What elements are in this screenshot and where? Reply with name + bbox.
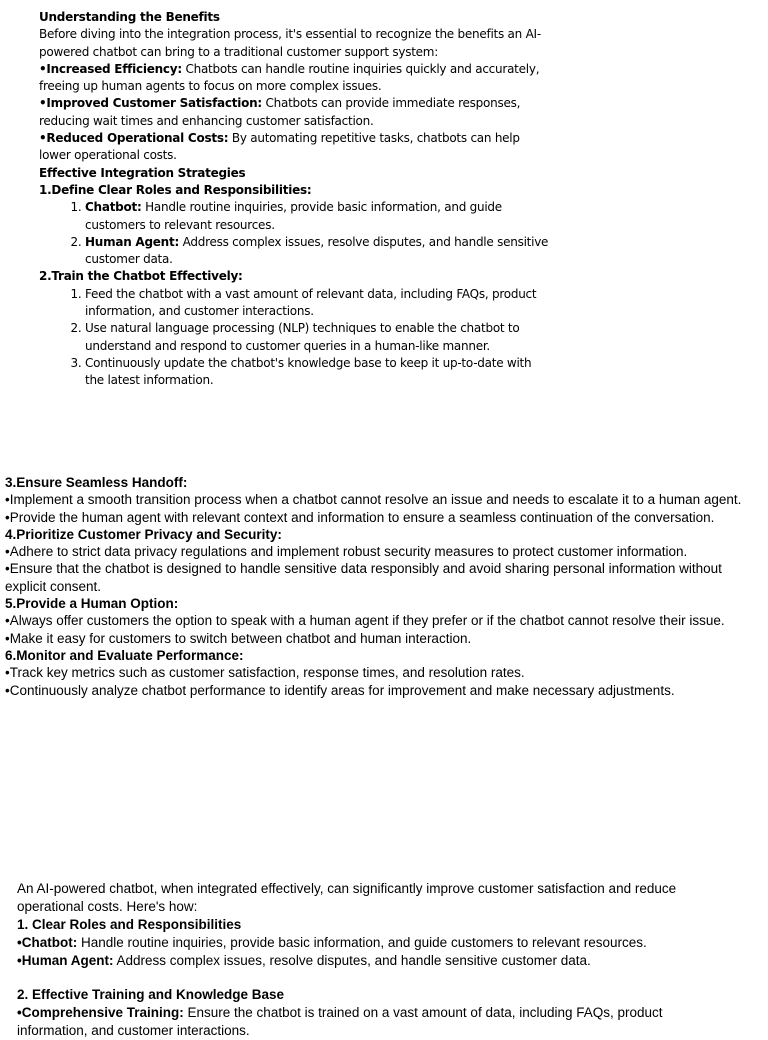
define-roles-list: [39, 199, 549, 268]
list-item: [17, 934, 717, 952]
role-text: Handle routine inquiries, provide basic information, and guide customers to relevant resources.: [77, 935, 647, 950]
list-item: 3. Continuously update the chatbot's knowledge base to keep it up-to-date with the latest information.: [85, 355, 549, 390]
benefits-intro: Before diving into the integration process, it's essential to recognize the benefits an AI-powered chatbot can bring to a traditional customer support system:: [39, 27, 541, 59]
benefit-text: Chatbots can provide immediate responses, reducing wait times and enhancing customer satisfaction.: [39, 96, 521, 128]
benefit-label: •Improved Customer Satisfaction:: [39, 96, 262, 111]
role-label: Chatbot:: [85, 200, 142, 215]
monitor-heading: 6.Monitor and Evaluate Performance:: [5, 647, 244, 663]
list-item: •Continuously analyze chatbot performance to identify areas for improvement and make necessary adjustments.: [5, 682, 675, 698]
list-item: •Track key metrics such as customer satisfaction, response times, and resolution rates.: [5, 665, 525, 681]
training-label: •Comprehensive Training:: [17, 1005, 184, 1020]
benefit-item: [39, 130, 549, 165]
benefits-heading: Understanding the Benefits: [39, 10, 220, 24]
summary-section: [17, 880, 717, 1040]
benefit-label: •Reduced Operational Costs:: [39, 131, 229, 146]
privacy-heading: 4.Prioritize Customer Privacy and Security:: [5, 526, 282, 542]
human-option-heading: 5.Provide a Human Option:: [5, 596, 179, 612]
benefits-and-strategies-section: [39, 9, 549, 390]
role-label: •Chatbot:: [17, 935, 78, 950]
list-item: 2. Use natural language processing (NLP) techniques to enable the chatbot to understand and respond to customer queries in a human-like manner.: [85, 320, 549, 355]
strategies-continued-section: [5, 474, 763, 699]
strategies-heading: Effective Integration Strategies: [39, 165, 246, 180]
summary-intro: An AI-powered chatbot, when integrated effectively, can significantly improve customer satisfaction and reduce operational costs. Here's how:: [17, 881, 677, 914]
list-item: 1. Feed the chatbot with a vast amount of relevant data, including FAQs, product information, and customer interactions.: [85, 286, 549, 321]
spacer: [17, 970, 717, 986]
role-label: •Human Agent:: [17, 953, 114, 968]
role-label: Human Agent:: [85, 234, 180, 249]
define-roles-heading: 1.Define Clear Roles and Responsibilities:: [39, 182, 312, 197]
benefit-label: •Increased Efficiency:: [39, 61, 182, 76]
list-item: •Provide the human agent with relevant context and information to ensure a seamless continuation of the conversation.: [5, 509, 715, 525]
benefit-text: By automating repetitive tasks, chatbots can help lower operational costs.: [39, 131, 520, 163]
list-item: •Ensure that the chatbot is designed to handle sensitive data responsibly and avoid sharing personal information without explicit consent.: [5, 561, 722, 594]
list-item: [17, 1004, 717, 1040]
training-heading: 2. Effective Training and Knowledge Base: [17, 987, 285, 1002]
list-item: •Adhere to strict data privacy regulations and implement robust security measures to protect customer information.: [5, 544, 688, 560]
training-text: Ensure the chatbot is trained on a vast amount of data, including FAQs, product information, and customer interactions.: [17, 1005, 663, 1038]
train-chatbot-heading: 2.Train the Chatbot Effectively:: [39, 269, 243, 284]
list-item: [85, 199, 549, 234]
list-item: [85, 234, 549, 269]
benefit-item: [39, 95, 549, 130]
list-item: •Make it easy for customers to switch between chatbot and human interaction.: [5, 630, 472, 646]
list-item: •Implement a smooth transition process when a chatbot cannot resolve an issue and needs to escalate it to a human agent.: [5, 492, 742, 508]
role-text: Address complex issues, resolve disputes, and handle sensitive customer data.: [113, 953, 591, 968]
train-chatbot-list: [39, 286, 549, 390]
handoff-heading: 3.Ensure Seamless Handoff:: [5, 475, 188, 490]
role-text: Handle routine inquiries, provide basic information, and guide customers to relevant resources.: [85, 200, 502, 232]
list-item: •Always offer customers the option to speak with a human agent if they prefer or if the chatbot cannot resolve their issue.: [5, 613, 725, 629]
clear-roles-heading: 1. Clear Roles and Responsibilities: [17, 917, 242, 932]
role-text: Address complex issues, resolve disputes, and handle sensitive customer data.: [85, 234, 549, 267]
benefit-item: [39, 61, 549, 96]
list-item: [17, 952, 717, 970]
benefit-text: Chatbots can handle routine inquiries quickly and accurately, freeing up human agents to focus on more complex issues.: [39, 61, 540, 94]
